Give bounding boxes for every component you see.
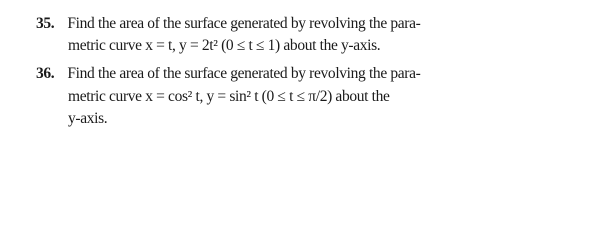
problem-36-text-3: y-axis. bbox=[68, 110, 108, 127]
problem-35-line-1 bbox=[36, 14, 420, 34]
problem-36-line-3 bbox=[68, 109, 107, 129]
problem-35-text-1: Find the area of the surface generated by revolving the para- bbox=[67, 15, 421, 32]
problem-35-number: 35. bbox=[36, 15, 55, 32]
problem-36-line-1 bbox=[36, 64, 420, 84]
problem-35-text-2: metric curve x = t, y = 2t² (0 ≤ t ≤ 1) about the y-axis. bbox=[68, 37, 381, 54]
problem-36-number: 36. bbox=[36, 65, 55, 82]
problem-36-line-2 bbox=[68, 87, 390, 107]
problem-36-text-1: Find the area of the surface generated by revolving the para- bbox=[67, 65, 421, 82]
problem-35-line-2 bbox=[68, 36, 380, 56]
problem-36-text-2: metric curve x = cos² t, y = sin² t (0 ≤ t ≤ π/2) about the bbox=[68, 88, 390, 105]
